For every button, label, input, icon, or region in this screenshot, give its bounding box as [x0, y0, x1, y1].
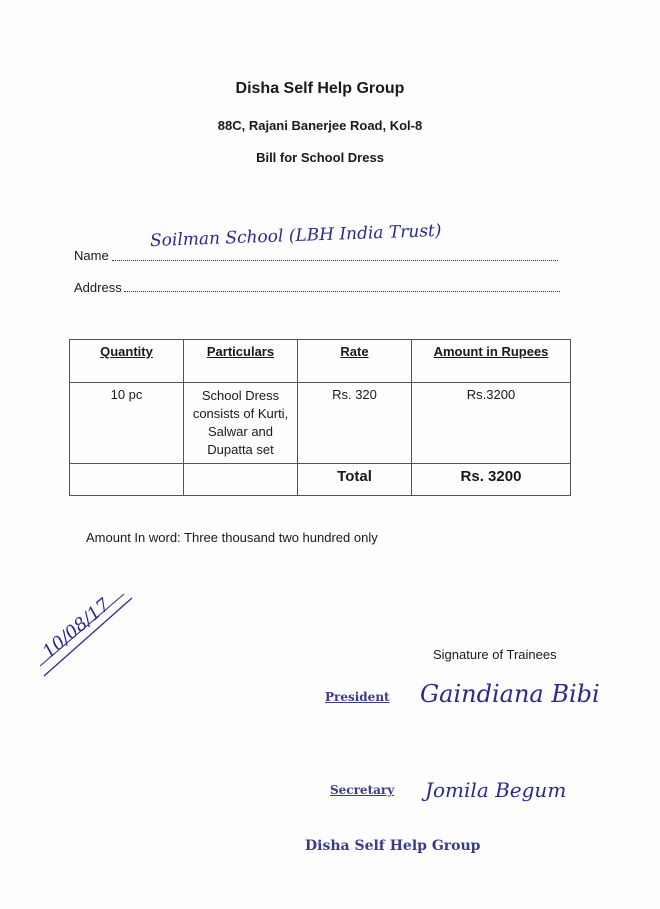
cell-rate: Rs. 320	[298, 383, 412, 464]
bill-title: Bill for School Dress	[256, 150, 384, 165]
name-label: Name	[74, 248, 109, 263]
amount-in-words: Amount In word: Three thousand two hundred only	[86, 530, 378, 545]
bill-table	[69, 339, 571, 496]
cell-empty-1	[70, 464, 184, 496]
header-amount: Amount in Rupees	[412, 340, 571, 383]
secretary-signature: Jomila Begum	[425, 778, 567, 802]
cell-amount: Rs.3200	[412, 383, 571, 464]
org-address: 88C, Rajani Banerjee Road, Kol-8	[217, 118, 423, 133]
date-underline	[38, 592, 138, 682]
name-handwritten: Soilman School (LBH India Trust)	[149, 220, 442, 252]
cell-particulars: School Dress consists of Kurti, Salwar and Dupatta set	[184, 383, 298, 464]
cell-quantity: 10 pc	[70, 383, 184, 464]
address-label: Address	[74, 280, 122, 295]
org-stamp: Disha Self Help Group	[305, 838, 481, 854]
table-header-row	[70, 340, 571, 383]
header-quantity: Quantity	[70, 340, 184, 383]
signature-heading: Signature of Trainees	[433, 647, 557, 662]
total-label: Total	[298, 464, 412, 496]
total-amount: Rs. 3200	[412, 464, 571, 496]
header-rate: Rate	[298, 340, 412, 383]
address-line	[124, 281, 560, 292]
table-row	[70, 383, 571, 464]
president-signature: Gaindiana Bibi	[420, 680, 600, 708]
date-handwritten: 10/08/17	[38, 594, 115, 663]
header-particulars: Particulars	[184, 340, 298, 383]
president-stamp: President	[325, 690, 390, 704]
name-line	[112, 250, 558, 261]
org-name: Disha Self Help Group	[235, 80, 405, 97]
secretary-stamp: Secretary	[330, 783, 395, 797]
cell-empty-2	[184, 464, 298, 496]
table-total-row	[70, 464, 571, 496]
